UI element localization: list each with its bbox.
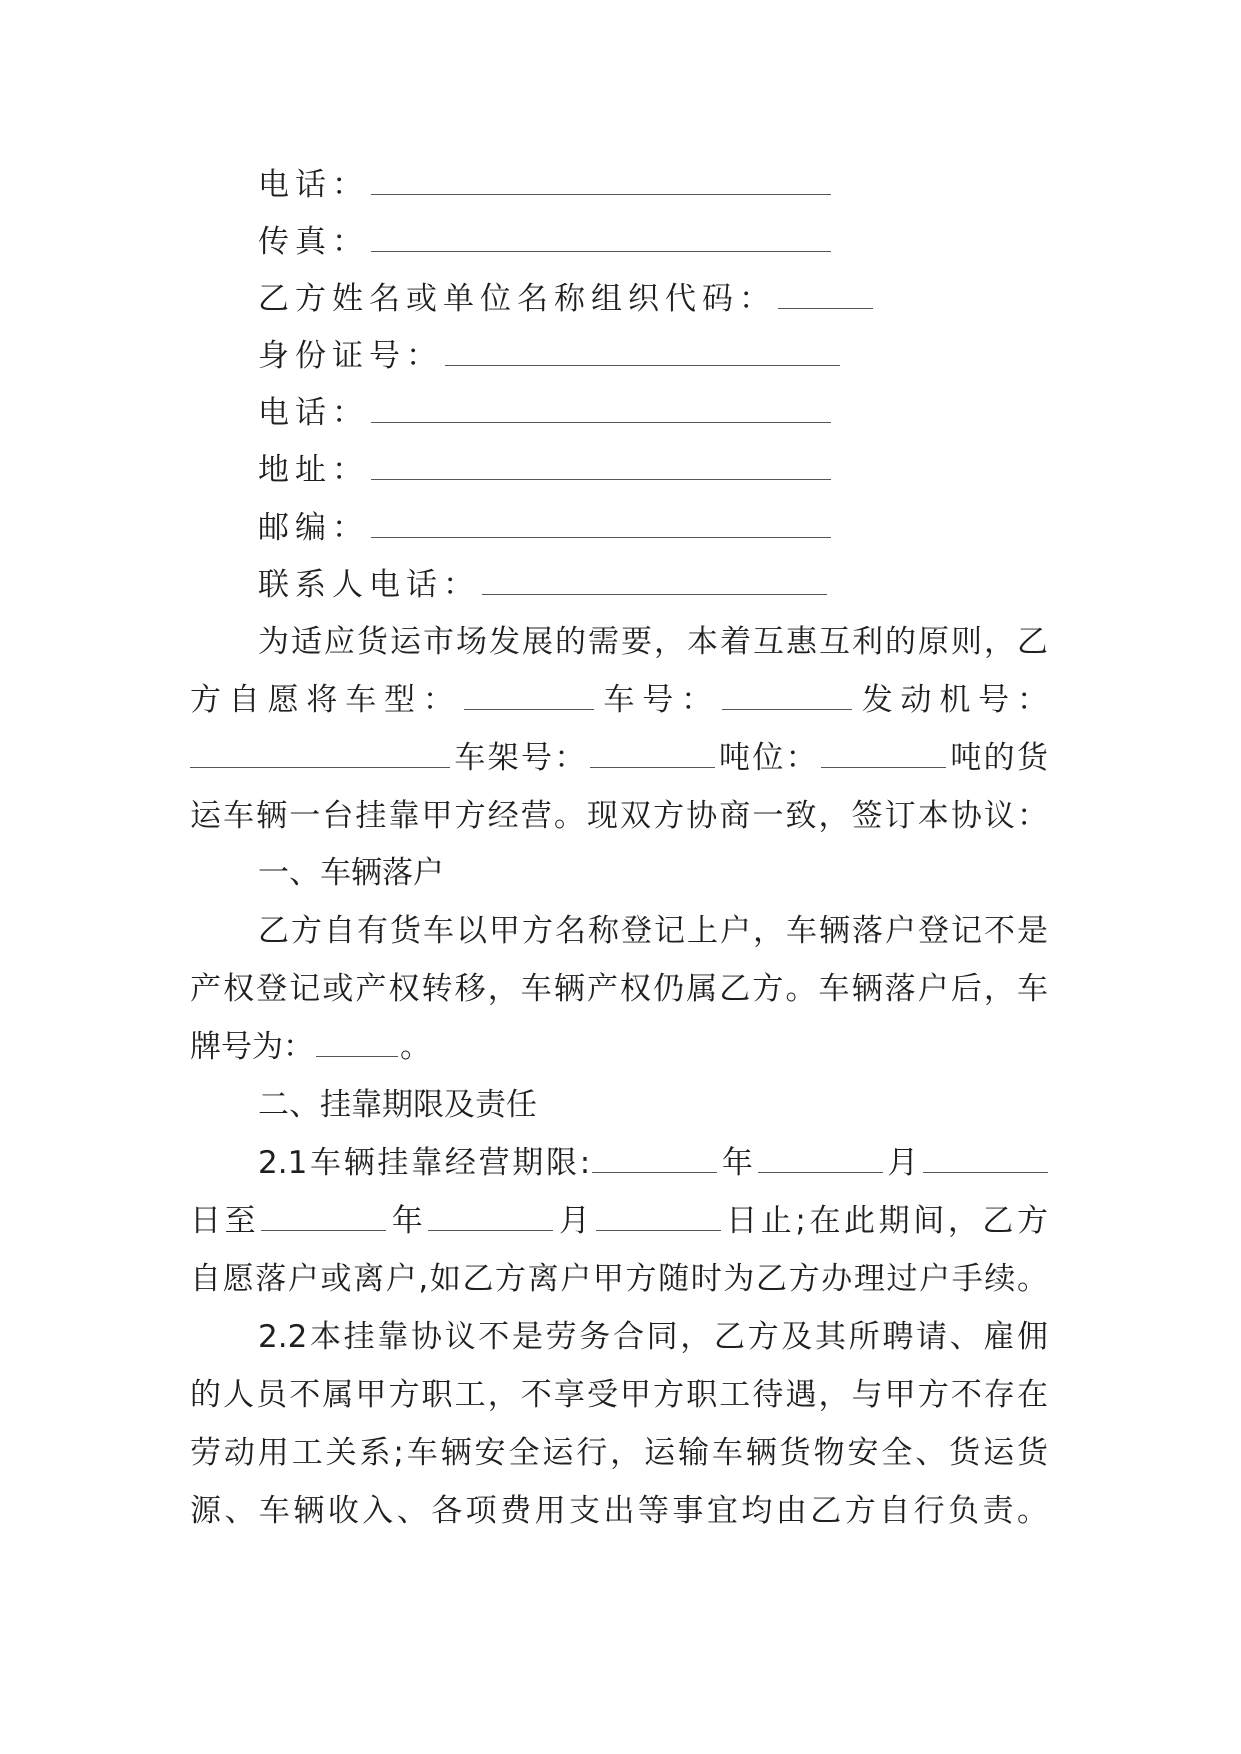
plate-number-blank: [316, 1030, 398, 1057]
phone-field-1: [258, 165, 833, 205]
clause-2-2-line-3: 劳动用工关系;车辆安全运行，运输车辆货物安全、货运货: [190, 1435, 1048, 1471]
section-1-line-2: 产权登记或产权转移，车辆产权仍属乙方。车辆落户后，车: [190, 971, 1048, 1007]
blank-line: [482, 568, 827, 595]
clause-2-1-line-3: 自愿落户或离户,如乙方离户甲方随时为乙方办理过户手续。: [190, 1261, 1048, 1297]
blank-line: [261, 1204, 386, 1231]
intro-line-2: 方自愿将车型： 车号： 发动机号：: [190, 682, 1048, 718]
blank-line: [371, 396, 831, 423]
field-label: 身份证号：: [258, 338, 443, 374]
clause-2-1-line-1: 2.1车辆挂靠经营期限: 年 月: [258, 1143, 1048, 1183]
contact-phone-field: [258, 565, 829, 605]
blank-line: [722, 683, 852, 710]
blank-line: [821, 741, 946, 768]
intro-line-3: 车架号： 吨位： 吨的货: [190, 738, 1048, 778]
postcode-field: [258, 508, 833, 548]
section-1-line-1: 乙方自有货车以甲方名称登记上户，车辆落户登记不是: [258, 913, 1048, 949]
section-1-line-3: 牌号为： 。: [190, 1029, 431, 1065]
field-label: 电话：: [258, 395, 369, 431]
phone-field-2: [258, 393, 833, 433]
blank-line: [758, 1146, 883, 1173]
party-b-name-field: [258, 279, 875, 319]
field-label: 联系人电话：: [258, 567, 480, 603]
blank-line: [596, 1204, 721, 1231]
field-label: 电话：: [258, 167, 369, 203]
clause-2-1-line-2: 日至 年 月 日止;在此期间，乙方: [190, 1203, 1049, 1239]
clause-2-2-line-2: 的人员不属甲方职工，不享受甲方职工待遇，与甲方不存在: [190, 1377, 1048, 1413]
blank-line: [445, 339, 840, 366]
field-label: 地址：: [258, 452, 369, 488]
field-label: 乙方姓名或单位名称组织代码：: [258, 281, 776, 317]
id-number-field: [258, 336, 842, 376]
blank-line: [428, 1204, 553, 1231]
blank-line: [778, 282, 873, 309]
blank-line: [371, 168, 831, 195]
section-1-heading: 一、车辆落户: [258, 855, 444, 891]
field-label: 传真：: [258, 224, 369, 260]
blank-line: [371, 225, 831, 252]
intro-line-4: 运车辆一台挂靠甲方经营。现双方协商一致，签订本协议：: [190, 798, 1048, 834]
blank-line: [590, 741, 715, 768]
address-field: [258, 450, 833, 490]
fax-field: [258, 222, 833, 262]
field-label: 邮编：: [258, 510, 369, 546]
clause-2-2-line-4: 源、车辆收入、各项费用支出等事宜均由乙方自行负责。: [190, 1493, 1048, 1529]
blank-line: [190, 741, 450, 768]
blank-line: [464, 683, 594, 710]
blank-line: [592, 1146, 717, 1173]
section-2-heading: 二、挂靠期限及责任: [258, 1087, 537, 1123]
blank-line: [371, 511, 831, 538]
clause-2-2-line-1: 2.2本挂靠协议不是劳务合同，乙方及其所聘请、雇佣: [258, 1319, 1048, 1355]
intro-line-1: 为适应货运市场发展的需要，本着互惠互利的原则，乙: [258, 624, 1048, 660]
blank-line: [923, 1146, 1048, 1173]
blank-line: [371, 453, 831, 480]
